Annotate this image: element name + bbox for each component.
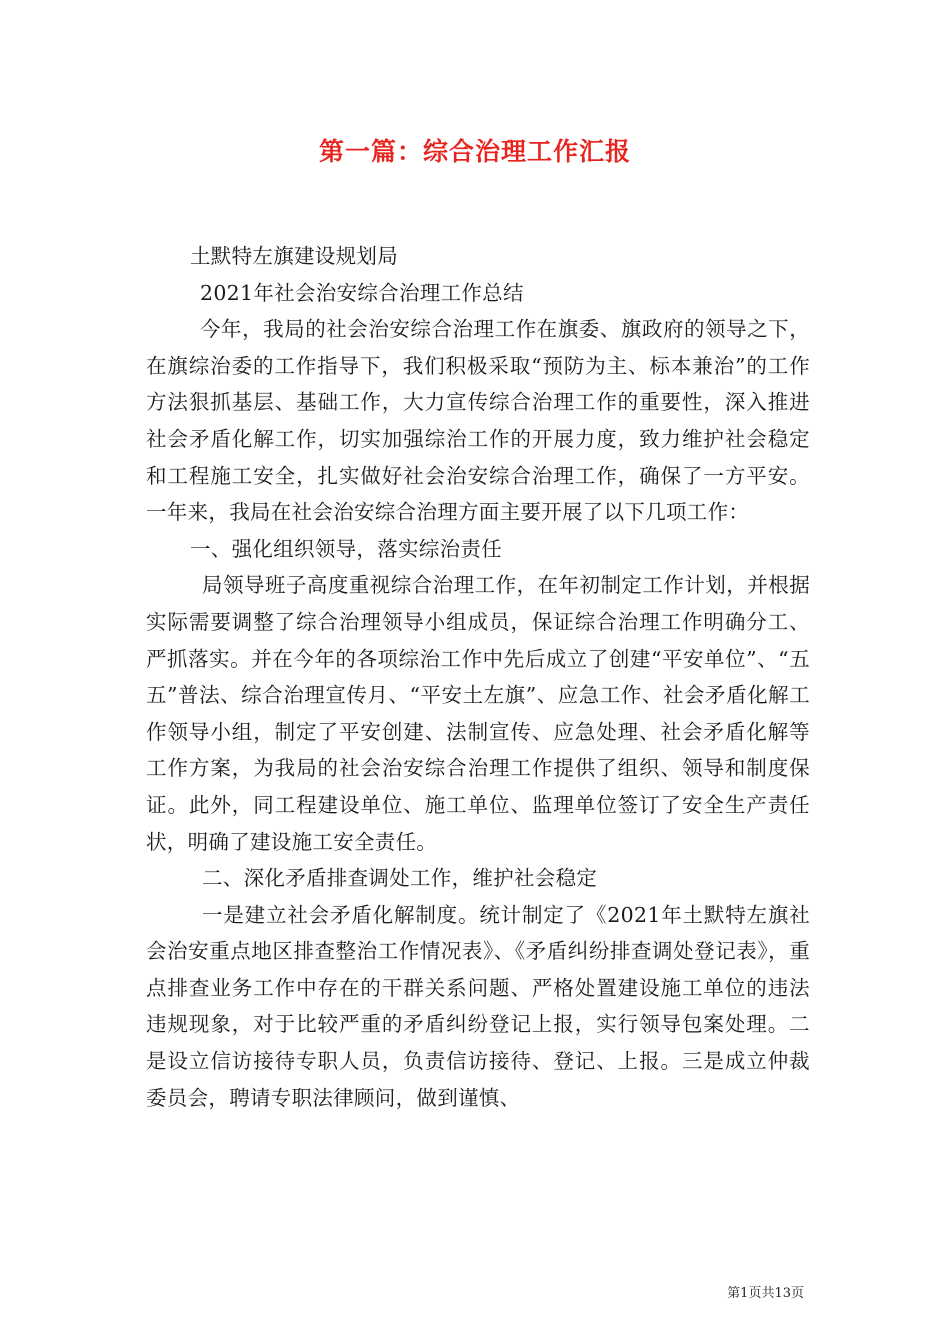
document-body (146, 238, 810, 1116)
paragraph-section-2: 一是建立社会矛盾化解制度。统计制定了《2021年土默特左旗社会治安重点地区排查整治工作情况表》、《矛盾纠纷排查调处登记表》，重点排查业务工作中存在的干群关系问题、严格处置建设施工单位的违法违规现象，对于比较严重的矛盾纠纷登记上报，实行领导包案处理。二是设立信访接待专职人员，负责信访接待、登记、上报。三是成立仲裁委员会，聘请专职法律顾问，做到谨慎、 (146, 902, 810, 1110)
paragraph-organization: 土默特左旗建设规划局 (190, 244, 398, 268)
paragraph-intro: 今年，我局的社会治安综合治理工作在旗委、旗政府的领导之下，在旗综治委的工作指导下，我们积极采取“预防为主、标本兼治”的工作方法狠抓基层、基础工作，大力宣传综合治理工作的重要性，深入推进社会矛盾化解工作，切实加强综治工作的开展力度，致力维护社会稳定和工程施工安全，扎实做好社会治安综合治理工作，确保了一方平安。一年来，我局在社会治安综合治理方面主要开展了以下几项工作： (146, 317, 810, 525)
heading-section-1: 一、强化组织领导，落实综治责任 (190, 536, 502, 561)
heading-section-2: 二、深化矛盾排查调处工作，维护社会稳定 (202, 866, 598, 891)
paragraph-report-title: 2021年社会治安综合治理工作总结 (200, 280, 524, 305)
paragraph-section-1: 局领导班子高度重视综合治理工作，在年初制定工作计划，并根据实际需要调整了综合治理领导小组成员，保证综合治理工作明确分工、严抓落实。并在今年的各项综治工作中先后成立了创建“平安单位”、“五五”普法、综合治理宣传月、“平安土左旗”、应急工作、社会矛盾化解工作领导小组，制定了平安创建、法制宣传、应急处理、社会矛盾化解等工作方案，为我局的社会治安综合治理工作提供了组织、领导和制度保证。此外，同工程建设单位、施工单位、监理单位签订了安全生产责任状，明确了建设施工安全责任。 (146, 573, 810, 854)
page-number: 第1页共13页 (727, 1286, 804, 1301)
document-title: 第一篇：综合治理工作汇报 (318, 137, 631, 166)
